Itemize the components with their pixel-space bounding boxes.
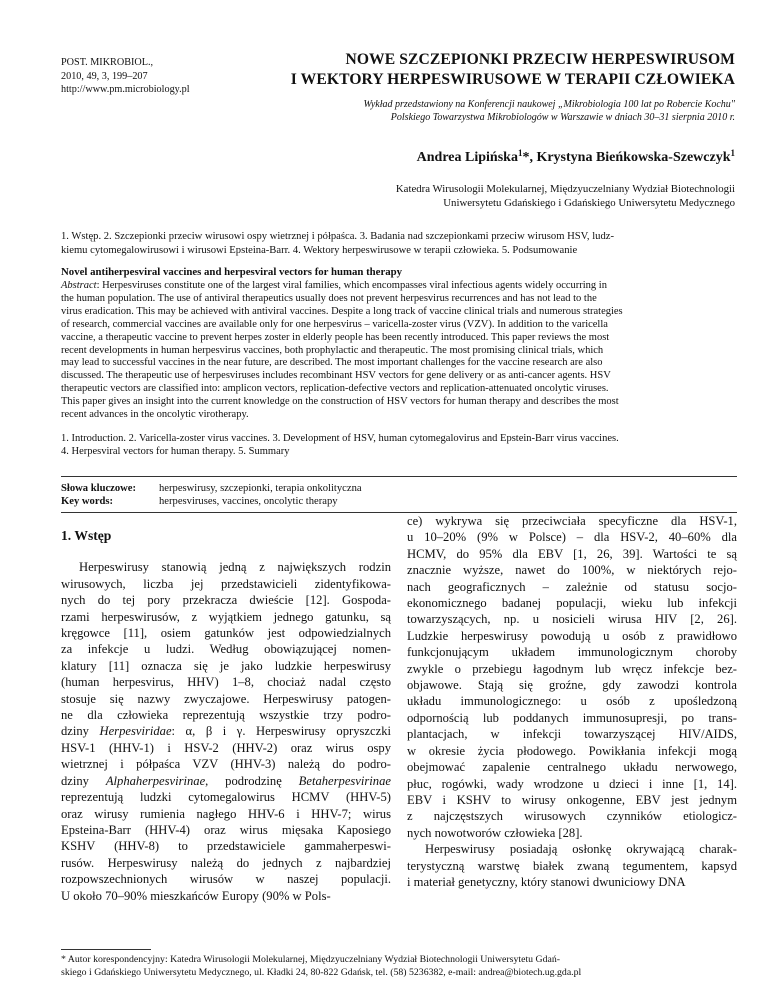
journal-citation <box>61 56 190 97</box>
body-line: dziny Alphaherpesvirinae, podrodzinę Betaherpesvirinae <box>61 773 391 788</box>
authors <box>250 148 735 166</box>
body-line: w okresie życia płodowego. Powikłania infekcji mogą <box>407 743 737 758</box>
body-line: klatury [11] oznacza się je jako ludzkie herpeswirusy <box>61 658 391 673</box>
contents-polish <box>61 230 737 258</box>
contents-english <box>61 432 737 458</box>
abstract-line: recent developments in human herpesvirus vaccines, both prophylactic and therapeutic. The most promising clinical trials, which <box>61 344 604 356</box>
body-line: zwykle o przebiegu łagodnym lub wręcz infekcje bez- <box>407 661 737 676</box>
affiliation <box>250 182 735 210</box>
body-line: wirusowych, liczba jej przedstawicieli zidentyfikowa- <box>61 576 391 591</box>
page-title <box>240 50 735 90</box>
footnote-line-1: * Autor korespondencyjny: Katedra Wirusologii Molekularnej, Międzyuczelniany Wydział Biotechnologii Uniwersytetu Gdań- <box>61 954 560 965</box>
footnote <box>61 953 737 979</box>
body-line: KSHV (HHV-8) to przedstawiciele gammaherpeswi- <box>61 839 391 854</box>
body-line: odpornością lub poddanych immunosupresji, po trans- <box>407 710 737 725</box>
body-line: i materiał genetyczny, który stanowi dwuniciowy DNA <box>407 874 686 889</box>
contents-english-line-1: 1. Introduction. 2. Varicella-zoster virus vaccines. 3. Development of HSV, human cytomegalovirus and Epstein-Barr virus vaccines. <box>61 433 619 444</box>
abstract-label: Abstract <box>61 280 97 291</box>
abstract-line <box>61 280 737 293</box>
footnote-rule <box>61 949 151 950</box>
contents-polish-line-1: 1. Wstęp. 2. Szczepionki przeciw wirusowi ospy wietrznej i półpaśca. 3. Badania nad szczepionkami przeciw wirusom HSV, ludz- <box>61 231 614 242</box>
body-line: Epsteina-Barr (HHV-4) oraz wirus mięsaka Kaposiego <box>61 822 391 837</box>
conference-note-line-1: Wykład przedstawiony na Konferencji naukowej „Mikrobiologia 100 lat po Robercie Kochu" <box>363 99 735 110</box>
keywords-pl-label: Słowa kluczowe: <box>61 483 137 494</box>
body-line: (human herpesvirus, HHV) 1–8, chociaż nadal często <box>61 675 391 690</box>
body-line: EBV i KSHV to wirusy onkogenne, EBV jest jednym <box>407 792 737 807</box>
body-line: oraz wirusy rumienia nagłego HHV-6 i HHV-7; wirus <box>61 806 391 821</box>
abstract-line: virus eradication. This may be achieved with antiviral vaccines. Despite a long track of vaccine clinical trials and numerous strategies <box>61 305 623 317</box>
affiliation-line-2: Uniwersytetu Gdańskiego i Gdańskiego Uniwersytetu Medycznego <box>443 197 735 209</box>
abstract-line: vaccine, a therapeutic vaccine to prevent herpes zoster in elderly people has been recently introduced. This paper reviews the most <box>61 331 610 343</box>
body-line: nych nowotworów człowieka [28]. <box>407 825 583 840</box>
contents-polish-line-2: kiemu cytomegalowirusowi i wirusowi Epsteina-Barr. 4. Wektory herpeswirusowe w terapii człowieka. 5. Podsumowanie <box>61 245 578 256</box>
keywords-en-label: Key words: <box>61 496 114 507</box>
body-column-right <box>407 513 737 890</box>
abstract-line: of research, commercial vaccines are available only for one herpesvirus – varicella-zoster virus (VZV). In addition to the varicella <box>61 318 608 330</box>
body-line: dziny Herpesviridae: α, β i γ. Herpeswirusy opryszczki <box>61 724 391 739</box>
body-line: stosuje się nazwy zwyczajowe. Herpeswirusy patogen- <box>61 691 391 706</box>
title-line-2: I WEKTORY HERPESWIRUSOWE W TERAPII CZŁOWIEKA <box>290 71 735 88</box>
body-line: Herpeswirusy posiadają osłonkę okrywającą charak- <box>425 842 737 857</box>
body-line: Herpeswirusy stanowią jedną z największych rodzin <box>79 560 391 575</box>
abstract-line: may lead to successful vaccines in the near future, are described. The most important challenges for the vaccine research are also <box>61 357 603 369</box>
body-line: nach geograficznych – zależnie od statusu socjo- <box>407 579 737 594</box>
body-line: wietrznej i półpaśca VZV (HHV-3) należą do podro- <box>61 757 391 772</box>
keywords-pl-value: herpeswirusy, szczepionki, terapia onkolityczna <box>159 483 362 494</box>
section-heading: 1. Wstęp <box>61 528 112 543</box>
author-2-affiliation: 1 <box>730 148 735 158</box>
body-line: HCMV, do 95% dla EBV [1, 26, 39]. Wartości te są <box>407 546 737 561</box>
corresponding-mark: *, <box>522 150 533 165</box>
body-line: za infekcje u ludzi. Według obowiązującej nomen- <box>61 642 391 657</box>
abstract-line: This paper gives an insight into the current knowledge on the construction of HSV vectors for human therapy and describes the most <box>61 396 619 408</box>
journal-url: http://www.pm.microbiology.pl <box>61 84 190 95</box>
keywords <box>61 482 362 508</box>
journal-name: POST. MIKROBIOL., <box>61 57 154 68</box>
author-2: Krystyna Bieńkowska-Szewczyk <box>532 150 731 165</box>
body-line: plantacjach, w infekcji towarzyszącej HIV/AIDS, <box>407 727 737 742</box>
body-line: kręgowce [11], osiem gatunków jest odpowiedzialnych <box>61 626 391 641</box>
body-line: nych do tej pory przekracza dwieście [12]. Gospoda- <box>61 593 391 608</box>
affiliation-line-1: Katedra Wirusologii Molekularnej, Międzyuczelniany Wydział Biotechnologii <box>395 183 735 195</box>
abstract-line: recent advances in the oncolytic virotherapy. <box>61 409 249 421</box>
body-line: obejmować zapalenie centralnego układu nerwowego, <box>407 760 737 775</box>
abstract-line: discussed. The therapeutic use of herpesviruses includes recombinant HSV vectors for gene delivery or as anti-cancer agents. HSV <box>61 370 611 382</box>
journal-volume: 2010, 49, 3, 199–207 <box>61 70 148 82</box>
body-line: HSV-1 (HHV-1) i HSV-2 (HHV-2) oraz wirus ospy <box>61 740 391 755</box>
abstract-line: therapeutic vectors are classified into: amplicon vectors, replication-defective vectors and replication-attenuated oncolytic viruses. <box>61 383 609 395</box>
abstract <box>61 280 737 422</box>
author-1: Andrea Lipińska <box>416 150 518 165</box>
body-line: rzami herpeswirusów, z wyjątkiem jednego gatunku, są <box>61 609 391 624</box>
body-line: znacznie wyższe, nawet do 100%, w niektórych rejo- <box>407 563 737 578</box>
footnote-line-2: skiego i Gdańskiego Uniwersytetu Medycznego, ul. Kładki 24, 80-822 Gdańsk, tel. (58) 5236382, e-mail: andrea@biotech.ug.gda.pl <box>61 967 582 978</box>
body-line: objawowe. Stają się groźne, gdy zawodzi kontrola <box>407 678 737 693</box>
body-line: ce) wykrywa się przeciwciała specyficzne dla HSV-1, <box>407 514 737 528</box>
body-line: z najczęstszych wirusowych czynników etiologicz- <box>407 809 737 824</box>
body-line: płuc, rogówki, wady wrodzone u dzieci i inne [1, 14]. <box>407 776 737 791</box>
body-line: reprezentują ludzki cytomegalowirus HCMV (HHV-5) <box>61 790 391 805</box>
body-line: rusów. Herpeswirusy należą do jednych z najbardziej <box>61 855 391 870</box>
body-line: towarzyszących, np. u nosicieli wirusa HIV [2, 26]. <box>407 612 737 627</box>
body-line: ne dla człowieka reprezentują wszystkie trzy podro- <box>61 708 391 723</box>
conference-note <box>200 99 735 124</box>
body-line: funkcjonującym układem immunologicznym choroby <box>407 645 737 660</box>
abstract-text: : Herpesviruses constitute one of the largest viral families, which encompasses viral infectious agents widely occurring in <box>96 280 607 291</box>
title-line-1: NOWE SZCZEPIONKI PRZECIW HERPESWIRUSOM <box>345 51 735 68</box>
body-line: ekonomicznego badanej populacji, wieku lub infekcji <box>407 596 737 611</box>
body-line: terystyczną warstwę białek zwaną tegumentem, kapsyd <box>407 858 737 873</box>
conference-note-line-2: Polskiego Towarzystwa Mikrobiologów w Warszawie w dniach 30–31 sierpnia 2010 r. <box>390 111 735 123</box>
keywords-en-value: herpesviruses, vaccines, oncolytic therapy <box>159 496 338 507</box>
author-1-affiliation: 1 <box>517 148 523 158</box>
body-line: u 10–20% (9% w Polsce) – dla HSV-2, 40–60% dla <box>407 530 737 545</box>
body-line: U około 70–90% mieszkańców Europy (90% w Pols- <box>61 888 331 903</box>
contents-english-line-2: 4. Herpesviral vectors for human therapy. 5. Summary <box>61 446 290 457</box>
english-title: Novel antiherpesviral vaccines and herpesviral vectors for human therapy <box>61 266 403 278</box>
body-line: rozpowszechnionych wirusów w naszej populacji. <box>61 872 391 887</box>
body-line: Ludzkie herpeswirusy powodują u osób z prawidłowo <box>407 628 737 643</box>
body-line: układu immunologicznego: u osób z upośledzoną <box>407 694 737 709</box>
body-column-left <box>61 528 391 904</box>
keywords-top-rule <box>61 476 737 477</box>
abstract-line: the human population. The use of antiviral therapeutics usually does not prevent herpesvirus recurrences and has not lead to the <box>61 292 597 304</box>
